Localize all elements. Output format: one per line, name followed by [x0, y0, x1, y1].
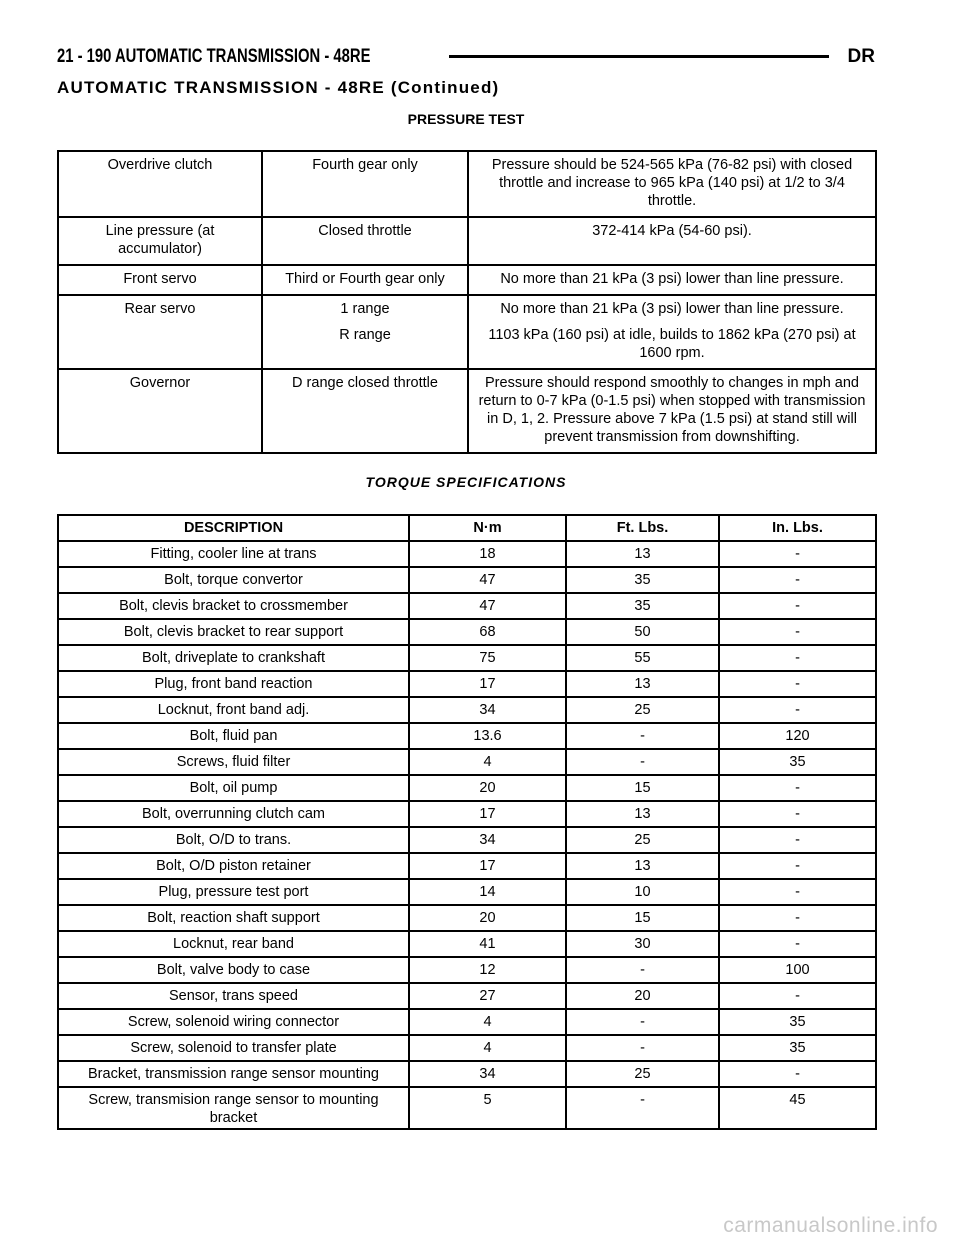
torque-row	[58, 879, 876, 905]
torque-inlbs-cell: -	[719, 801, 876, 827]
test-area-cell: Governor	[58, 369, 262, 453]
torque-ftlbs-cell: 13	[566, 671, 719, 697]
torque-nm-cell: 4	[409, 1035, 566, 1061]
torque-row	[58, 723, 876, 749]
test-spec-cell	[468, 295, 876, 369]
torque-inlbs-cell: -	[719, 1061, 876, 1087]
test-spec-text: 372-414 kPa (54-60 psi).	[592, 223, 752, 239]
torque-row	[58, 853, 876, 879]
torque-row	[58, 1087, 876, 1129]
torque-description-cell: Plug, pressure test port	[58, 879, 409, 905]
test-condition-cell	[262, 151, 468, 217]
torque-row	[58, 827, 876, 853]
torque-inlbs-cell: -	[719, 775, 876, 801]
torque-inlbs-cell: 45	[719, 1087, 876, 1129]
torque-nm-cell: 41	[409, 931, 566, 957]
torque-inlbs-cell: -	[719, 905, 876, 931]
torque-ftlbs-cell: 35	[566, 567, 719, 593]
test-condition-text: Third or Fourth gear only	[285, 271, 445, 287]
torque-inlbs-cell: -	[719, 619, 876, 645]
test-condition-cell	[262, 295, 468, 369]
model-code: DR	[847, 46, 875, 67]
torque-row	[58, 593, 876, 619]
torque-inlbs-cell: 35	[719, 749, 876, 775]
torque-nm-cell: 27	[409, 983, 566, 1009]
torque-description-cell: Fitting, cooler line at trans	[58, 541, 409, 567]
torque-description-cell: Bolt, fluid pan	[58, 723, 409, 749]
test-condition-cell	[262, 265, 468, 295]
torque-column-header: In. Lbs.	[719, 515, 876, 541]
torque-row	[58, 645, 876, 671]
torque-inlbs-cell: -	[719, 983, 876, 1009]
torque-ftlbs-cell: 10	[566, 879, 719, 905]
torque-inlbs-cell: -	[719, 541, 876, 567]
pressure-test-table	[57, 150, 877, 454]
test-spec-cell	[468, 369, 876, 453]
test-condition-text: D range closed throttle	[292, 375, 438, 391]
torque-inlbs-cell: -	[719, 697, 876, 723]
torque-description-cell: Bolt, oil pump	[58, 775, 409, 801]
test-spec-text: 1103 kPa (160 psi) at idle, builds to 1862 kPa (270 psi) at 1600 rpm.	[488, 327, 856, 361]
torque-description-cell: Bolt, reaction shaft support	[58, 905, 409, 931]
header-rule	[449, 55, 829, 58]
test-area-cell: Rear servo	[58, 295, 262, 369]
test-condition-cell	[262, 217, 468, 265]
torque-description-cell: Bolt, torque convertor	[58, 567, 409, 593]
torque-nm-cell: 20	[409, 775, 566, 801]
torque-description-cell: Screw, solenoid to transfer plate	[58, 1035, 409, 1061]
test-spec-cell	[468, 265, 876, 295]
torque-nm-cell: 14	[409, 879, 566, 905]
torque-inlbs-cell: -	[719, 593, 876, 619]
torque-inlbs-cell: -	[719, 827, 876, 853]
torque-nm-cell: 75	[409, 645, 566, 671]
torque-row	[58, 983, 876, 1009]
torque-ftlbs-cell: 20	[566, 983, 719, 1009]
torque-inlbs-cell: -	[719, 853, 876, 879]
test-condition-cell	[262, 369, 468, 453]
torque-nm-cell: 34	[409, 827, 566, 853]
torque-nm-cell: 34	[409, 697, 566, 723]
torque-row	[58, 671, 876, 697]
torque-row	[58, 749, 876, 775]
torque-ftlbs-cell: 25	[566, 697, 719, 723]
torque-description-cell: Bolt, clevis bracket to rear support	[58, 619, 409, 645]
torque-ftlbs-cell: 50	[566, 619, 719, 645]
torque-ftlbs-cell: 55	[566, 645, 719, 671]
pressure-test-row	[58, 217, 876, 265]
test-spec-cell	[468, 217, 876, 265]
torque-ftlbs-cell: 13	[566, 853, 719, 879]
torque-nm-cell: 17	[409, 801, 566, 827]
test-spec-text: Pressure should be 524-565 kPa (76-82 psi) with closed throttle and increase to 965 kPa (140 psi) at 1/2 to 3/4 throttle.	[491, 157, 853, 209]
torque-ftlbs-cell: -	[566, 1087, 719, 1129]
torque-inlbs-cell: 120	[719, 723, 876, 749]
torque-inlbs-cell: 35	[719, 1009, 876, 1035]
torque-ftlbs-cell: -	[566, 1035, 719, 1061]
torque-ftlbs-cell: 13	[566, 801, 719, 827]
torque-nm-cell: 17	[409, 853, 566, 879]
torque-description-cell: Locknut, front band adj.	[58, 697, 409, 723]
torque-ftlbs-cell: -	[566, 749, 719, 775]
pressure-test-row	[58, 369, 876, 453]
torque-inlbs-cell: -	[719, 645, 876, 671]
test-area-cell: Line pressure (at accumulator)	[58, 217, 262, 265]
torque-column-header: Ft. Lbs.	[566, 515, 719, 541]
torque-ftlbs-cell: 15	[566, 775, 719, 801]
torque-inlbs-cell: -	[719, 567, 876, 593]
torque-description-cell: Sensor, trans speed	[58, 983, 409, 1009]
torque-ftlbs-cell: 15	[566, 905, 719, 931]
torque-description-cell: Bolt, O/D piston retainer	[58, 853, 409, 879]
torque-description-cell: Locknut, rear band	[58, 931, 409, 957]
torque-column-header: N·m	[409, 515, 566, 541]
torque-inlbs-cell: -	[719, 931, 876, 957]
torque-nm-cell: 13.6	[409, 723, 566, 749]
test-condition-text: Fourth gear only	[312, 157, 418, 173]
torque-nm-cell: 47	[409, 593, 566, 619]
torque-nm-cell: 20	[409, 905, 566, 931]
page-header	[57, 46, 875, 70]
torque-nm-cell: 4	[409, 1009, 566, 1035]
torque-column-header: DESCRIPTION	[58, 515, 409, 541]
torque-nm-cell: 4	[409, 749, 566, 775]
torque-description-cell: Screws, fluid filter	[58, 749, 409, 775]
pressure-test-row	[58, 151, 876, 217]
page-number-label: 21 - 190 AUTOMATIC TRANSMISSION - 48RE	[57, 46, 371, 67]
torque-ftlbs-cell: -	[566, 1009, 719, 1035]
torque-ftlbs-cell: 13	[566, 541, 719, 567]
torque-row	[58, 905, 876, 931]
test-spec-text: No more than 21 kPa (3 psi) lower than line pressure.	[500, 301, 844, 317]
torque-row	[58, 567, 876, 593]
torque-description-cell: Bolt, overrunning clutch cam	[58, 801, 409, 827]
test-spec-cell	[468, 151, 876, 217]
torque-inlbs-cell: 100	[719, 957, 876, 983]
torque-ftlbs-cell: 25	[566, 827, 719, 853]
torque-row	[58, 775, 876, 801]
torque-nm-cell: 34	[409, 1061, 566, 1087]
torque-nm-cell: 5	[409, 1087, 566, 1129]
torque-description-cell: Screw, solenoid wiring connector	[58, 1009, 409, 1035]
torque-inlbs-cell: -	[719, 671, 876, 697]
torque-ftlbs-cell: -	[566, 957, 719, 983]
torque-row	[58, 619, 876, 645]
torque-ftlbs-cell: -	[566, 723, 719, 749]
torque-description-cell: Bolt, clevis bracket to crossmember	[58, 593, 409, 619]
section-title: AUTOMATIC TRANSMISSION - 48RE (Continued)	[57, 78, 500, 97]
torque-row	[58, 931, 876, 957]
torque-row	[58, 1035, 876, 1061]
torque-description-cell: Plug, front band reaction	[58, 671, 409, 697]
pressure-test-caption: PRESSURE TEST	[407, 111, 525, 127]
torque-header-row	[58, 515, 876, 541]
torque-row	[58, 801, 876, 827]
torque-nm-cell: 47	[409, 567, 566, 593]
torque-row	[58, 541, 876, 567]
test-spec-text: No more than 21 kPa (3 psi) lower than line pressure.	[500, 271, 844, 287]
torque-inlbs-cell: 35	[719, 1035, 876, 1061]
torque-ftlbs-cell: 25	[566, 1061, 719, 1087]
torque-ftlbs-cell: 30	[566, 931, 719, 957]
torque-description-cell: Screw, transmision range sensor to mounting bracket	[58, 1087, 409, 1129]
torque-specs-caption: TORQUE SPECIFICATIONS	[365, 474, 567, 490]
torque-nm-cell: 68	[409, 619, 566, 645]
test-area-cell: Front servo	[58, 265, 262, 295]
test-spec-text: Pressure should respond smoothly to changes in mph and return to 0-7 kPa (0-1.5 psi) when stopped with transmission in D, 1, 2. Pressure above 7 kPa (1.5 psi) at stand still will prevent transmission from downshifting.	[478, 375, 866, 445]
torque-ftlbs-cell: 35	[566, 593, 719, 619]
torque-description-cell: Bracket, transmission range sensor mounting	[58, 1061, 409, 1087]
torque-nm-cell: 18	[409, 541, 566, 567]
torque-description-cell: Bolt, valve body to case	[58, 957, 409, 983]
torque-row	[58, 697, 876, 723]
torque-description-cell: Bolt, driveplate to crankshaft	[58, 645, 409, 671]
torque-nm-cell: 12	[409, 957, 566, 983]
torque-inlbs-cell: -	[719, 879, 876, 905]
test-condition-text: R range	[339, 327, 391, 343]
test-condition-text: Closed throttle	[318, 223, 412, 239]
test-area-cell: Overdrive clutch	[58, 151, 262, 217]
torque-row	[58, 957, 876, 983]
test-condition-text: 1 range	[340, 301, 390, 317]
torque-row	[58, 1009, 876, 1035]
pressure-test-row	[58, 295, 876, 369]
torque-nm-cell: 17	[409, 671, 566, 697]
torque-row	[58, 1061, 876, 1087]
pressure-test-row	[58, 265, 876, 295]
torque-description-cell: Bolt, O/D to trans.	[58, 827, 409, 853]
torque-specs-table	[57, 514, 877, 1130]
watermark: carmanualsonline.info	[723, 1214, 938, 1237]
